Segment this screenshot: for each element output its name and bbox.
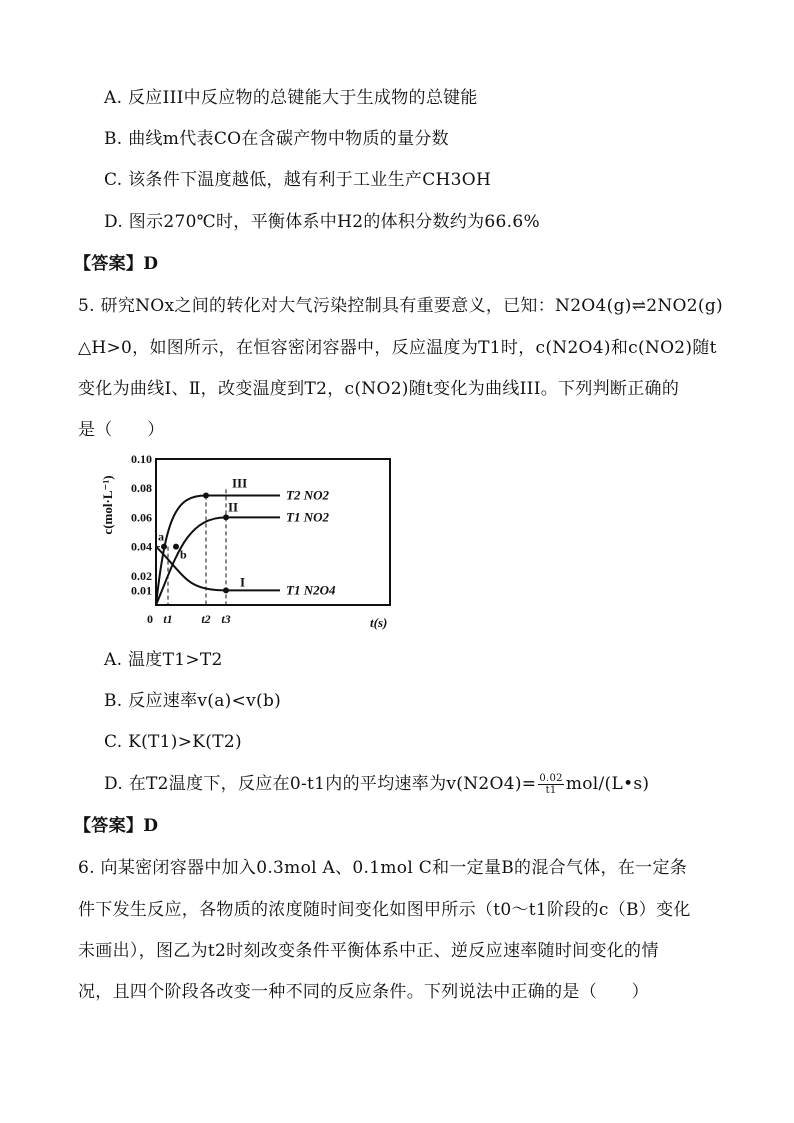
legend-t1-n2o4: T1 N2O4 [286, 582, 336, 598]
q6-stem-line1: 6. 向某密闭容器中加入0.3mol A、0.1mol C和一定量B的混合气体，在一定条 [78, 858, 688, 878]
legend-t1-no2: T1 NO2 [286, 509, 329, 525]
q5-concentration-chart [100, 445, 400, 635]
q5-option-d [104, 772, 649, 796]
q4-option-b: B. 曲线m代表CO在含碳产物中物质的量分数 [104, 129, 449, 149]
q5-stem-line1: 5. 研究NOx之间的转化对大气污染控制具有重要意义，已知：N2O4(g)⇌2NO2(g) [78, 296, 723, 316]
data-point [223, 514, 229, 520]
q6-stem-line3: 未画出），图乙为t2时刻改变条件平衡体系中正、逆反应速率随时间变化的情 [78, 941, 659, 961]
x-tick-label: t2 [201, 612, 211, 626]
label-curve-i: I [240, 574, 246, 590]
label-curve-iii: III [232, 475, 248, 491]
q5-stem-line2: △H>0，如图所示，在恒容密闭容器中，反应温度为T1时，c(N2O4)和c(NO2)随t [78, 338, 717, 358]
curve-iii-t2-no2 [156, 496, 280, 606]
q4-option-c: C. 该条件下温度越低，越有利于工业生产CH3OH [104, 170, 492, 190]
q5-option-d-fraction [538, 773, 563, 796]
curve-i-t1-n2o4 [156, 547, 280, 591]
q5-stem-line3: 变化为曲线Ⅰ、Ⅱ，改变温度到T2，c(NO2)随t变化为曲线III。下列判断正确的 [78, 379, 680, 399]
y-tick-label: 0.10 [131, 452, 152, 466]
data-point [203, 493, 209, 499]
x-tick-label: 0 [147, 612, 153, 626]
q5-option-d-text: D. 在T2温度下，反应在0-t1内的平均速率为v(N2O4)= [104, 774, 537, 794]
legend-t2-no2: T2 NO2 [286, 487, 329, 503]
data-point [161, 544, 167, 550]
q5-option-c: C. K(T1)>K(T2) [104, 732, 242, 752]
y-tick-label: 0.01 [131, 583, 152, 598]
y-tick-label: 0.06 [131, 510, 152, 525]
data-point [223, 587, 229, 593]
q5-option-a: A. 温度T1>T2 [104, 650, 223, 670]
label-curve-ii: II [228, 499, 239, 515]
q4-option-d: D. 图示270℃时，平衡体系中H2的体积分数约为66.6% [104, 212, 540, 232]
fraction-numerator: 0.02 [539, 773, 563, 784]
data-point [173, 544, 179, 550]
x-tick-label: t3 [221, 612, 231, 626]
q5-option-d-unit: mol/(L•s) [565, 774, 650, 794]
q5-stem-line4: 是（ ） [78, 420, 165, 440]
y-tick-label: 0.08 [131, 481, 152, 496]
y-tick-label: 0.04 [131, 539, 152, 554]
x-axis-label: t(s) [370, 615, 388, 630]
point-label-a: a [158, 529, 164, 544]
q6-stem-line2: 件下发生反应，各物质的浓度随时间变化如图甲所示（t0～t1阶段的c（B）变化 [78, 900, 691, 920]
y-axis-label: c(mol·L⁻¹) [100, 475, 115, 535]
q5-answer: 【答案】D [74, 816, 159, 836]
q4-answer: 【答案】D [74, 254, 159, 274]
x-tick-label: t1 [163, 612, 173, 626]
fraction-denominator: t1 [545, 785, 557, 796]
q4-option-a: A. 反应III中反应物的总键能大于生成物的总键能 [104, 88, 478, 108]
point-label-b: b [180, 547, 187, 562]
y-tick-label: 0.02 [131, 568, 152, 583]
curve-ii-t1-no2 [156, 517, 280, 605]
q6-stem-line4: 况，且四个阶段各改变一种不同的反应条件。下列说法中正确的是（ ） [78, 982, 649, 1002]
q5-option-b: B. 反应速率v(a)<v(b) [104, 691, 282, 711]
